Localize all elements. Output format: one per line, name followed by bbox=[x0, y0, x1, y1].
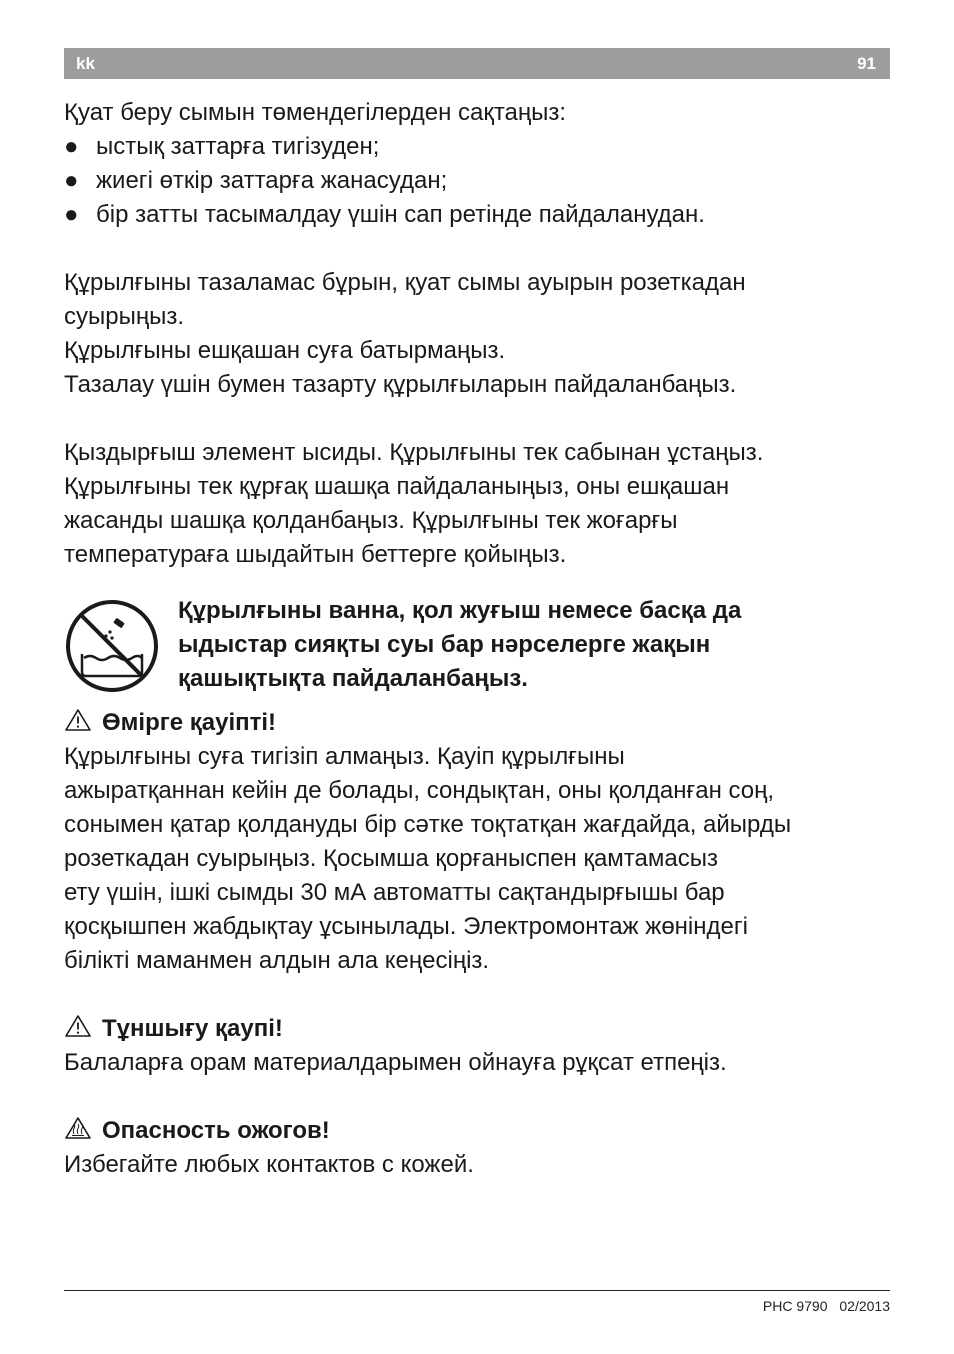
danger-to-life-section bbox=[64, 706, 894, 978]
water-warning bbox=[64, 594, 894, 706]
paragraph-line: Қыздырғыш элемент ысиды. Құрылғыны тек сабынан ұстаңыз. bbox=[64, 439, 764, 466]
page-number: 91 bbox=[857, 54, 876, 73]
section-title: Тұншығу қаупі! bbox=[64, 1012, 894, 1046]
warning-triangle-icon bbox=[64, 1014, 92, 1038]
cleaning-section bbox=[64, 266, 894, 402]
power-cord-section bbox=[64, 96, 894, 232]
paragraph-line: қашықтықта пайдаланбаңыз. bbox=[178, 665, 528, 692]
page-header-bar bbox=[64, 48, 890, 79]
paragraph-line: Құрылғыны ешқашан суға батырмаңыз. bbox=[64, 337, 506, 364]
paragraph-line: жасанды шашқа қолданбаңыз. Құрылғыны тек жоғарғы bbox=[64, 507, 678, 534]
paragraph-line: суырыңыз. bbox=[64, 303, 185, 330]
paragraph-line: Тазалау үшін бумен тазарту құрылғыларын пайдаланбаңыз. bbox=[64, 371, 737, 398]
publication-date: 02/2013 bbox=[839, 1298, 890, 1314]
paragraph-line: ету үшін, ішкі сымды 30 мА автоматты сақтандырғышы бар bbox=[64, 879, 725, 906]
paragraph-line: розеткадан суырыңыз. Қосымша қорғаныспен қамтамасыз bbox=[64, 845, 718, 872]
water-warning-text bbox=[178, 594, 741, 696]
section-title: Өмірге қауіпті! bbox=[64, 706, 894, 740]
paragraph-line: білікті маманмен алдын ала кеңесіңіз. bbox=[64, 947, 490, 974]
bullet-icon: ● bbox=[64, 201, 79, 228]
page-footer bbox=[763, 1298, 890, 1314]
power-cord-intro: Қуат беру сымын төмендегілерден сақтаңыз: bbox=[64, 99, 567, 126]
burns-section bbox=[64, 1114, 894, 1182]
no-water-icon bbox=[64, 598, 160, 694]
footer-divider bbox=[64, 1290, 890, 1291]
paragraph-line: температураға шыдайтын беттерге қойыңыз. bbox=[64, 541, 567, 568]
bullet-icon: ● bbox=[64, 133, 79, 160]
paragraph-line: Құрылғыны тек құрғақ шашқа пайдаланыңыз, оны ешқашан bbox=[64, 473, 730, 500]
list-item: ● жиегі өткір заттарға жанасудан; bbox=[64, 164, 894, 198]
paragraph-line: Избегайте любых контактов с кожей. bbox=[64, 1151, 474, 1178]
suffocation-section bbox=[64, 1012, 894, 1080]
paragraph-line: Құрылғыны ванна, қол жуғыш немесе басқа да bbox=[178, 597, 742, 624]
section-title: Опасность ожогов! bbox=[64, 1114, 894, 1148]
warning-triangle-icon bbox=[64, 708, 92, 732]
model-number: PHC 9790 bbox=[762, 1298, 828, 1314]
paragraph-line: ажыратқаннан кейін де болады, сондықтан, оны қолданған соң, bbox=[64, 777, 775, 804]
bullet-icon: ● bbox=[64, 167, 79, 194]
paragraph-line: Құрылғыны суға тигізіп алмаңыз. Қауіп құрылғыны bbox=[64, 743, 625, 770]
list-item: ● бір затты тасымалдау үшін сап ретінде пайдаланудан. bbox=[64, 198, 894, 232]
paragraph-line: ыдыстар сияқты суы бар нәрселерге жақын bbox=[178, 631, 711, 658]
paragraph-line: қосқышпен жабдықтау ұсынылады. Электромонтаж жөніндегі bbox=[64, 913, 748, 940]
heating-element-section bbox=[64, 436, 894, 572]
list-item: ● ыстық заттарға тигізуден; bbox=[64, 130, 894, 164]
paragraph-line: Балаларға орам материалдарымен ойнауға рұқсат етпеңіз. bbox=[64, 1049, 727, 1076]
paragraph-line: Құрылғыны тазаламас бұрын, қуат сымы ауырын розеткадан bbox=[64, 269, 746, 296]
language-code: kk bbox=[76, 54, 95, 73]
hot-surface-warning-icon bbox=[64, 1116, 92, 1140]
page-body bbox=[64, 96, 894, 1182]
paragraph-line: сонымен қатар қолдануды бір сәтке тоқтатқан жағдайда, айырды bbox=[64, 811, 792, 838]
